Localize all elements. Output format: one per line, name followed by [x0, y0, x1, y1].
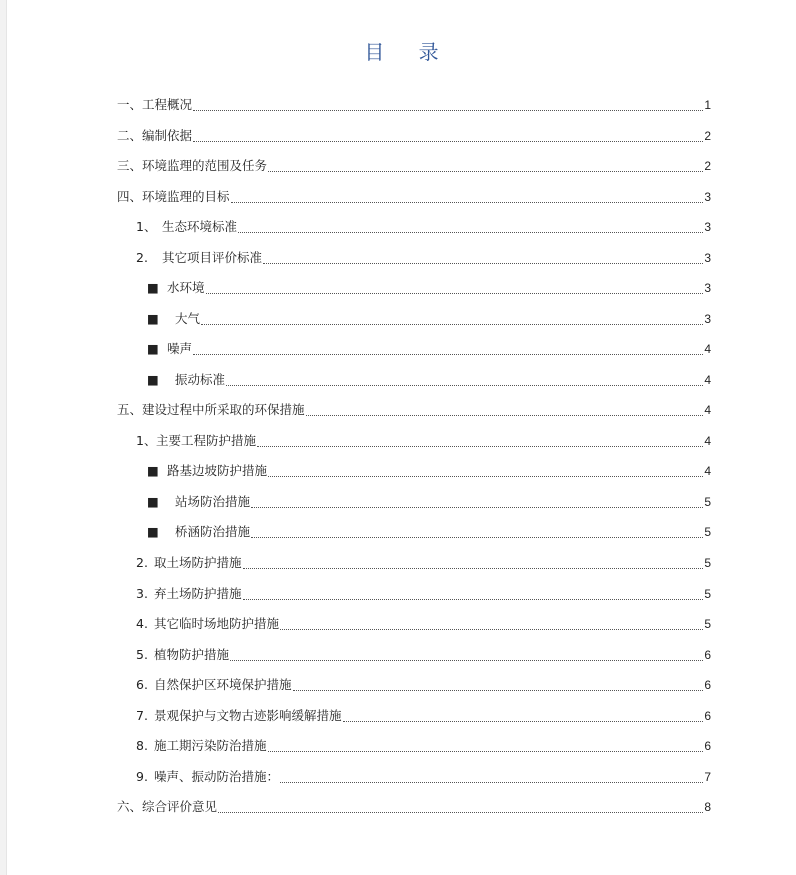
toc-entry-3[interactable] [117, 155, 711, 177]
toc-entry-label: 二、编制依据 [117, 128, 193, 143]
toc-entry-bullet-vibration[interactable] [147, 369, 711, 391]
toc-entry-5-2[interactable] [136, 552, 711, 574]
square-bullet-icon: ■ [147, 311, 159, 326]
toc-entry-label: 主要工程防护措施 [156, 433, 257, 448]
toc-leader-dots [293, 690, 704, 691]
toc-leader-dots [251, 507, 703, 508]
toc-entry-label: 其它临时场地防护措施 [154, 616, 280, 631]
toc-entry-number: 5. [136, 647, 148, 662]
toc-leader-dots [230, 660, 703, 661]
toc-leader-dots [238, 232, 703, 233]
toc-entry-4-2[interactable] [136, 247, 711, 269]
toc-page-number: 3 [704, 281, 711, 295]
toc-page-number: 6 [704, 648, 711, 662]
toc-entry-number: 4. [136, 616, 148, 631]
toc-leader-dots [268, 751, 704, 752]
toc-entry-label: 桥涵防治措施 [175, 524, 251, 539]
toc-leader-dots [226, 385, 703, 386]
toc-entry-5-8[interactable] [136, 735, 711, 757]
square-bullet-icon: ■ [147, 372, 159, 387]
toc-entry-5-7[interactable] [136, 705, 711, 727]
toc-entry-bullet-bridge[interactable] [147, 521, 711, 543]
toc-leader-dots [306, 415, 704, 416]
toc-page-number: 4 [704, 373, 711, 387]
toc-leader-dots [218, 812, 703, 813]
toc-page-number: 5 [704, 587, 711, 601]
toc-entry-label: 自然保护区环境保护措施 [154, 677, 292, 692]
toc-entry-label: 四、环境监理的目标 [117, 189, 230, 204]
toc-entry-label: 其它项目评价标准 [162, 250, 263, 265]
toc-page-number: 4 [704, 464, 711, 478]
toc-leader-dots [243, 568, 704, 569]
toc-entry-label: 弃土场防护措施 [154, 586, 242, 601]
toc-entry-5-1[interactable] [136, 430, 711, 452]
toc-page-number: 4 [704, 434, 711, 448]
toc-page-number: 6 [704, 709, 711, 723]
toc-entry-label: 水环境 [167, 280, 205, 295]
toc-leader-dots [257, 446, 703, 447]
toc-entry-bullet-water[interactable] [147, 277, 711, 299]
toc-page-number: 1 [704, 98, 711, 112]
toc-entry-label: 六、综合评价意见 [117, 799, 218, 814]
toc-page-number: 3 [704, 251, 711, 265]
toc-page-number: 5 [704, 525, 711, 539]
toc-entry-number: 6. [136, 677, 148, 692]
square-bullet-icon: ■ [147, 494, 159, 509]
toc-entry-5-9[interactable] [136, 766, 711, 788]
toc-entry-number: 8. [136, 738, 148, 753]
toc-page-number: 3 [704, 190, 711, 204]
toc-entry-5-6[interactable] [136, 674, 711, 696]
toc-entry-number: 2. [136, 555, 148, 570]
page-left-edge [0, 0, 7, 875]
toc-entry-bullet-noise[interactable] [147, 338, 711, 360]
toc-page-number: 5 [704, 617, 711, 631]
toc-leader-dots [193, 354, 703, 355]
square-bullet-icon: ■ [147, 524, 159, 539]
toc-entry-bullet-station[interactable] [147, 491, 711, 513]
toc-page-number: 2 [704, 159, 711, 173]
toc-leader-dots [243, 599, 704, 600]
toc-entry-1[interactable] [117, 94, 711, 116]
toc-entry-label: 一、工程概况 [117, 97, 193, 112]
toc-entry-label: 三、环境监理的范围及任务 [117, 158, 268, 173]
toc-entry-label: 噪声、振动防治措施： [154, 769, 280, 784]
toc-leader-dots [231, 202, 704, 203]
toc-entry-5-4[interactable] [136, 613, 711, 635]
document-page [7, 0, 796, 875]
toc-page-number: 7 [704, 770, 711, 784]
toc-leader-dots [263, 263, 703, 264]
toc-leader-dots [193, 141, 703, 142]
toc-entry-bullet-air[interactable] [147, 308, 711, 330]
square-bullet-icon: ■ [147, 341, 159, 356]
toc-leader-dots [280, 782, 703, 783]
toc-entry-label: 生态环境标准 [162, 219, 238, 234]
toc-entry-number: 1、 [136, 433, 157, 448]
toc-leader-dots [268, 171, 703, 172]
toc-entry-label: 路基边坡防护措施 [167, 463, 268, 478]
square-bullet-icon: ■ [147, 280, 159, 295]
toc-entry-4[interactable] [117, 186, 711, 208]
toc-entry-bullet-subgrade[interactable] [147, 460, 711, 482]
toc-entry-number: 2. [136, 250, 148, 265]
toc-entry-number: 7. [136, 708, 148, 723]
toc-page-number: 3 [704, 312, 711, 326]
toc-entry-2[interactable] [117, 125, 711, 147]
toc-entry-6[interactable] [117, 796, 711, 818]
toc-entry-5-3[interactable] [136, 583, 711, 605]
page-title: 目 录 [364, 40, 453, 64]
toc-entry-label: 噪声 [167, 341, 193, 356]
toc-entry-label: 取土场防护措施 [154, 555, 242, 570]
toc-entry-label: 站场防治措施 [175, 494, 251, 509]
table-of-contents [7, 88, 796, 828]
toc-leader-dots [343, 721, 704, 722]
toc-entry-label: 植物防护措施 [154, 647, 230, 662]
toc-entry-label: 振动标准 [175, 372, 226, 387]
toc-entry-5[interactable] [117, 399, 711, 421]
toc-page-number: 8 [704, 800, 711, 814]
toc-leader-dots [251, 537, 703, 538]
toc-entry-number: 9. [136, 769, 148, 784]
toc-page-number: 6 [704, 678, 711, 692]
toc-page-number: 5 [704, 556, 711, 570]
toc-entry-label: 施工期污染防治措施 [154, 738, 267, 753]
toc-page-number: 2 [704, 129, 711, 143]
toc-page-number: 5 [704, 495, 711, 509]
toc-leader-dots [206, 293, 704, 294]
toc-page-number: 6 [704, 739, 711, 753]
square-bullet-icon: ■ [147, 463, 159, 478]
toc-entry-number: 1、 [136, 219, 157, 234]
toc-leader-dots [268, 476, 703, 477]
toc-page-number: 4 [704, 342, 711, 356]
toc-entry-label: 大气 [175, 311, 201, 326]
toc-leader-dots [201, 324, 703, 325]
toc-leader-dots [193, 110, 703, 111]
toc-entry-label: 五、建设过程中所采取的环保措施 [117, 402, 305, 417]
toc-leader-dots [280, 629, 703, 630]
toc-entry-5-5[interactable] [136, 644, 711, 666]
toc-entry-number: 3. [136, 586, 148, 601]
toc-entry-label: 景观保护与文物古迹影响缓解措施 [154, 708, 342, 723]
toc-entry-4-1[interactable] [136, 216, 711, 238]
toc-page-number: 3 [704, 220, 711, 234]
toc-page-number: 4 [704, 403, 711, 417]
